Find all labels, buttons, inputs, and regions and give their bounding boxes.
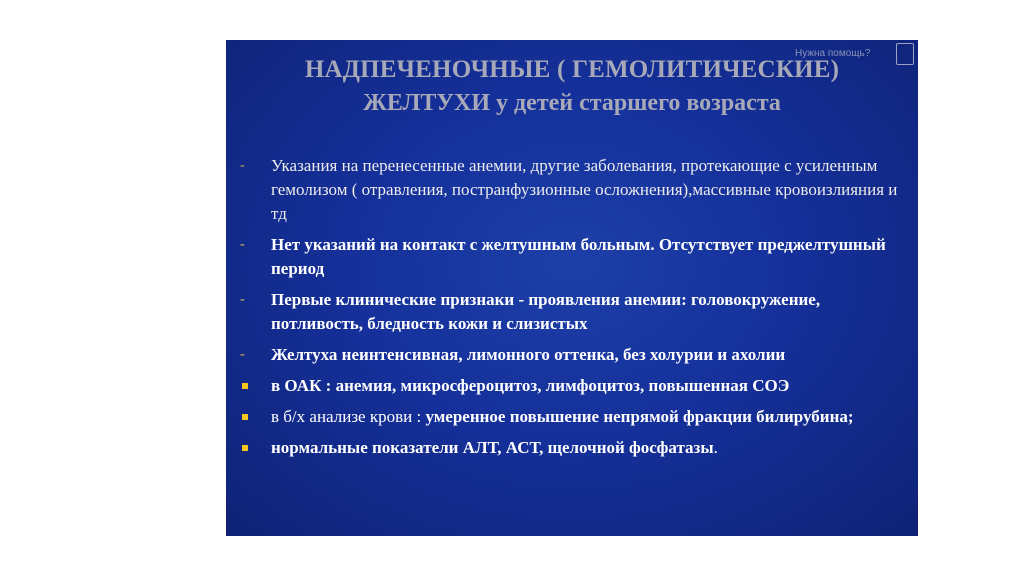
list-item-text: Нет указаний на контакт с желтушным больным. Отсутствует преджелтушный период — [271, 235, 886, 278]
list-item — [240, 436, 910, 460]
square-bullet-icon — [242, 383, 248, 389]
list-item-text: в ОАК : анемия, микросфероцитоз, лимфоцитоз, повышенная СОЭ — [271, 376, 790, 395]
dash-bullet-icon: - — [240, 347, 245, 362]
dash-bullet-icon: - — [240, 237, 245, 252]
help-link[interactable]: Нужна помощь? — [795, 48, 871, 59]
slide-title-line-2: ЖЕЛТУХИ у детей старшего возраста — [363, 90, 781, 116]
list-item — [240, 154, 910, 226]
list-item-prefix: в б/х анализе крови : — [271, 407, 426, 426]
list-item-text: умеренное повышение непрямой фракции билирубина; — [425, 407, 854, 426]
list-item — [240, 374, 910, 398]
list-item-suffix: . — [713, 438, 718, 457]
list-item-text: Указания на перенесенные анемии, другие заболевания, протекающие с усиленным гемолизом ( отравления, постранфузионные осложнения),массивные кровоизлияния и тд — [271, 156, 898, 223]
dash-bullet-icon: - — [240, 158, 245, 173]
list-item-text: Первые клинические признаки - проявления анемии: головокружение, потливость, бледность кожи и слизистых — [271, 290, 821, 333]
square-bullet-icon — [242, 445, 248, 451]
list-item-text: Желтуха неинтенсивная, лимонного оттенка, без холурии и ахолии — [271, 345, 786, 364]
dash-bullet-icon: - — [240, 292, 245, 307]
list-item — [240, 405, 910, 429]
list-item-text: нормальные показатели АЛТ, АСТ, щелочной фосфатазы — [271, 438, 714, 457]
slide-title-line-1: НАДПЕЧЕНОЧНЫЕ ( ГЕМОЛИТИЧЕСКИЕ) — [304, 56, 840, 83]
square-bullet-icon — [242, 414, 248, 420]
list-item — [240, 233, 910, 281]
bullet-list — [240, 154, 910, 467]
list-item — [240, 288, 910, 336]
list-item — [240, 343, 910, 367]
presentation-slide — [226, 40, 918, 536]
